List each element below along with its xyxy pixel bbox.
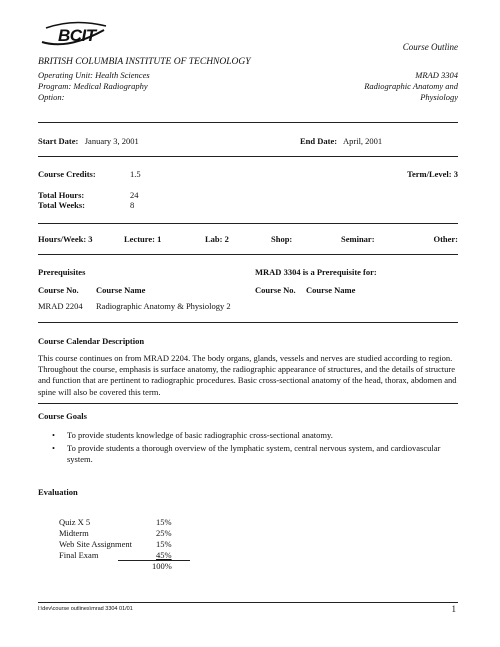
operating-unit: Operating Unit: Health Sciences [38,70,150,80]
prereq-col-course-no: Course No. [38,285,79,295]
option: Option: [38,92,65,102]
other-hours: Other: [433,234,458,244]
goals-list [38,430,458,465]
goals-heading: Course Goals [38,411,87,421]
evaluation-item-label: Web Site Assignment [59,539,132,549]
total-hours-label: Total Hours: [38,190,85,200]
shop-hours: Shop: [271,234,293,244]
prereq-for-heading: MRAD 3304 is a Prerequisite for: [255,267,377,277]
goal-item: • To provide students knowledge of basic radiographic cross-sectional anatomy. [38,430,458,441]
credits-value: 1.5 [130,169,141,179]
evaluation-item-value: 25% [156,528,172,538]
prereq-item-course-no: MRAD 2204 [38,301,83,311]
footer-divider [38,602,458,603]
credits-label: Course Credits: [38,169,96,179]
term-level: Term/Level: 3 [407,169,458,179]
course-title-line1: Radiographic Anatomy and [364,81,458,91]
doc-type-label: Course Outline [402,42,458,52]
hours-week: Hours/Week: 3 [38,234,93,244]
evaluation-item-value: 15% [156,539,172,549]
seminar-hours: Seminar: [341,234,375,244]
page-number: 1 [451,604,456,614]
evaluation-item-label: Midterm [59,528,89,538]
course-title-line2: Physiology [420,92,458,102]
divider [38,223,458,224]
course-code: MRAD 3304 [415,70,458,80]
end-date [300,136,382,146]
divider [38,254,458,255]
prereq-for-col-course-no: Course No. [255,285,296,295]
total-weeks-value: 8 [130,200,135,210]
institute-name: BRITISH COLUMBIA INSTITUTE OF TECHNOLOGY [38,57,251,67]
prereq-for-col-course-name: Course Name [306,285,356,295]
start-date-label: Start Date: [38,136,79,146]
lab-hours: Lab: 2 [205,234,229,244]
evaluation-item-value: 45% [156,550,172,560]
calendar-heading: Course Calendar Description [38,336,145,346]
goal-item: • To provide students a thorough overview of the lymphatic system, central nervous system, and cardiovascular system. [38,443,458,465]
total-hours-value: 24 [130,190,139,200]
prereq-col-course-name: Course Name [96,285,146,295]
prereq-heading: Prerequisites [38,267,86,277]
end-date-value: April, 2001 [342,136,383,146]
divider [38,322,458,323]
program: Program: Medical Radiography [38,81,148,91]
start-date [38,136,139,146]
evaluation-item-label: Quiz X 5 [59,517,91,527]
divider [38,122,458,123]
bcit-logo-text: BCIT [58,26,96,45]
evaluation-heading: Evaluation [38,487,78,497]
prereq-item-course-name: Radiographic Anatomy & Physiology 2 [96,301,231,311]
evaluation-total: 100% [152,561,172,571]
end-date-label: End Date: [300,136,338,146]
divider [38,156,458,157]
bcit-logo [38,20,110,50]
divider [38,403,458,404]
total-weeks-label: Total Weeks: [38,200,85,210]
calendar-description: This course continues on from MRAD 2204. The body organs, glands, vessels and nerves are studied according to region. Throughout the course, emphasis is surface anatomy, the radiographic appearance of structures, and the details of structure and function that are pertinent to radiographic procedures. Basic cross-sectional anatomy of the head, thorax, abdomen and spine will also be covered this term. [38,353,457,397]
start-date-value: January 3, 2001 [84,136,139,146]
evaluation-item-value: 15% [156,517,172,527]
lecture-hours: Lecture: 1 [124,234,162,244]
footer-path: l:\dev\course outlines\mrad 3304 01/01 [38,606,133,612]
evaluation-item-label: Final Exam [59,550,99,560]
